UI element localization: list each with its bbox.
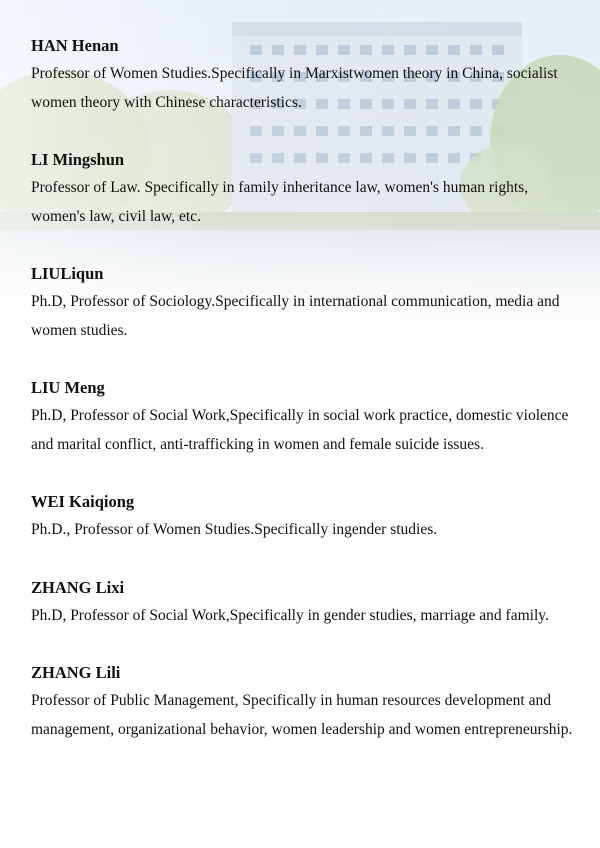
faculty-description: Professor of Law. Specifically in family inheritance law, women's human rights, women's law, civil law, etc. (31, 179, 529, 225)
faculty-name: ZHANG Lili (31, 663, 121, 682)
faculty-name: LIU Meng (31, 378, 105, 397)
faculty-entry (31, 374, 581, 459)
faculty-description: Ph.D, Professor of Social Work,Specifically in gender studies, marriage and family. (31, 606, 549, 624)
faculty-entry (31, 488, 581, 545)
faculty-entry (31, 32, 581, 117)
faculty-description: Professor of Women Studies.Specifically in Marxistwomen theory in China, socialist women theory with Chinese characteristics. (31, 65, 558, 111)
faculty-name: HAN Henan (31, 36, 119, 55)
faculty-entry (31, 659, 581, 744)
faculty-name: LIULiqun (31, 264, 104, 283)
faculty-description: Professor of Public Management, Specifically in human resources development and management, organizational behavior, women leadership and women entrepreneurship. (31, 692, 573, 738)
faculty-name: LI Mingshun (31, 150, 125, 169)
faculty-name: WEI Kaiqiong (31, 492, 135, 511)
faculty-entry (31, 146, 581, 231)
faculty-entry (31, 260, 581, 345)
faculty-description: Ph.D, Professor of Sociology.Specifically in international communication, media and women studies. (31, 293, 560, 339)
faculty-description: Ph.D, Professor of Social Work,Specifically in social work practice, domestic violence and marital conflict, anti-trafficking in women and female suicide issues. (31, 407, 569, 453)
faculty-name: ZHANG Lixi (31, 577, 125, 597)
faculty-description: Ph.D., Professor of Women Studies.Specifically ingender studies. (31, 521, 438, 538)
faculty-entry (31, 574, 581, 631)
